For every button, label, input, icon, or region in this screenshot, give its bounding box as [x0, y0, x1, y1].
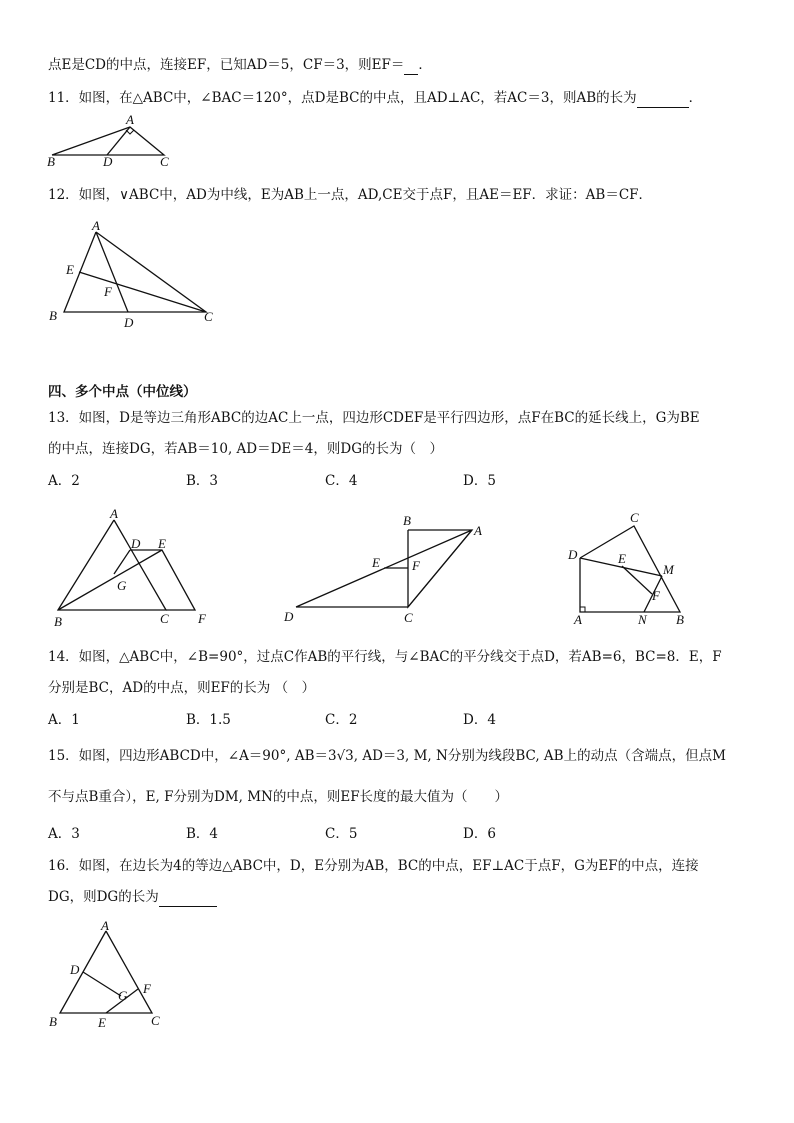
- label-a: A: [126, 112, 134, 127]
- label-g: G: [117, 578, 127, 593]
- label-d: D: [131, 536, 141, 551]
- label-d: D: [70, 962, 80, 977]
- label-b: B: [54, 614, 62, 629]
- q13-option-d[interactable]: D．5: [463, 473, 496, 489]
- label-c: C: [151, 1013, 160, 1028]
- q13-option-a[interactable]: A．2: [48, 473, 80, 489]
- label-g: G: [118, 988, 128, 1003]
- label-d: D: [124, 315, 134, 330]
- label-a: A: [101, 918, 109, 933]
- q14-option-b[interactable]: B．1.5: [186, 712, 231, 728]
- label-b: B: [47, 154, 55, 169]
- q11-period: ．: [688, 90, 703, 106]
- right-angle-mark: [126, 130, 134, 134]
- segment-ce: [79, 272, 206, 312]
- q15-option-b[interactable]: B．4: [186, 826, 219, 842]
- figure-12: [46, 220, 221, 335]
- label-e: E: [618, 551, 626, 566]
- label-b: B: [676, 612, 684, 627]
- label-m: M: [663, 562, 674, 577]
- q11-text: 11．如图，在△ABC中，∠BAC＝120°，点D是BC的中点，且AD⊥AC，若AC＝3，则AB的长为: [48, 90, 637, 106]
- q15-option-a[interactable]: A．3: [48, 826, 80, 842]
- figure-16: [46, 917, 176, 1035]
- label-b: B: [403, 513, 411, 528]
- label-f: F: [104, 284, 112, 299]
- figure-15: [566, 510, 696, 628]
- figure-11: [46, 114, 176, 170]
- q16-text: DG，则DG的长为: [48, 889, 159, 905]
- figure-13: [50, 508, 220, 633]
- question-14-line2: 分别是BC，AD的中点，则EF的长为 （ ）: [48, 680, 316, 696]
- q14-option-d[interactable]: D．4: [463, 712, 496, 728]
- triangle-abc: [52, 127, 164, 155]
- q15-option-d[interactable]: D．6: [463, 826, 496, 842]
- segment-be: [58, 550, 162, 610]
- label-e: E: [372, 555, 380, 570]
- question-10-tail: [48, 56, 432, 75]
- label-c: C: [204, 309, 213, 324]
- question-13-line2: 的中点，连接DG，若AB＝10, AD＝DE＝4，则DG的长为（ ）: [48, 441, 443, 457]
- question-15-line1: 15．如图，四边形ABCD中，∠A＝90°, AB＝3√3, AD＝3, M, N分别为线段BC, AB上的动点（含端点，但点M: [48, 748, 726, 764]
- question-16-line1: 16．如图，在边长为4的等边△ABC中，D，E分别为AB，BC的中点，EF⊥AC于点F，G为EF的中点，连接: [48, 858, 699, 874]
- question-16-line2: [48, 888, 217, 907]
- label-b: B: [49, 1014, 57, 1029]
- answer-blank: [159, 888, 217, 907]
- parallelogram-cdef: [130, 550, 195, 610]
- label-c: C: [160, 611, 169, 626]
- q10-text: 点E是CD的中点，连接EF，已知AD＝5，CF＝3，则EF＝: [48, 57, 405, 73]
- label-a: A: [110, 506, 118, 521]
- answer-blank: [637, 89, 689, 108]
- label-e: E: [98, 1015, 106, 1030]
- question-13-line1: 13．如图，D是等边三角形ABC的边AC上一点，四边形CDEF是平行四边形，点F在BC的延长线上，G为BE: [48, 410, 700, 426]
- q13-option-c[interactable]: C．4: [325, 473, 358, 489]
- label-d: D: [103, 154, 113, 169]
- segment-dg: [83, 972, 121, 996]
- label-c: C: [404, 610, 413, 625]
- label-f: F: [143, 981, 151, 996]
- label-c: C: [630, 510, 639, 525]
- label-f: F: [412, 558, 420, 573]
- label-n: N: [638, 612, 647, 627]
- q15-option-c[interactable]: C．5: [325, 826, 358, 842]
- label-e: E: [66, 262, 74, 277]
- label-a: A: [92, 218, 100, 233]
- answer-blank: [404, 56, 418, 75]
- label-d: D: [284, 609, 294, 624]
- question-15-line2: 不与点B重合），E, F分别为DM, MN的中点，则EF长度的最大值为（ ）: [48, 789, 509, 805]
- label-a: A: [474, 523, 482, 538]
- question-11: [48, 89, 702, 108]
- q10-period: ．: [418, 57, 432, 73]
- label-b: B: [49, 308, 57, 323]
- label-e: E: [158, 536, 166, 551]
- q14-option-a[interactable]: A．1: [48, 712, 80, 728]
- triangle-abc: [64, 232, 206, 312]
- label-f: F: [198, 611, 206, 626]
- label-d: D: [568, 547, 578, 562]
- question-12: 12．如图，∨ABC中，AD为中线，E为AB上一点，AD,CE交于点F，且AE＝EF．求证：AB＝CF．: [48, 187, 653, 203]
- label-c: C: [160, 154, 169, 169]
- label-f: F: [652, 588, 660, 603]
- triangle-abc: [58, 520, 166, 610]
- q13-option-b[interactable]: B．3: [186, 473, 219, 489]
- label-a: A: [574, 612, 582, 627]
- figure-14: [282, 512, 492, 632]
- q14-option-c[interactable]: C．2: [325, 712, 358, 728]
- section-heading: 四、多个中点（中位线）: [48, 384, 197, 400]
- question-14-line1: 14．如图，△ABC中，∠B=90°，过点C作AB的平行线，与∠BAC的平分线交于点D，若AB=6，BC=8．E，F: [48, 649, 722, 665]
